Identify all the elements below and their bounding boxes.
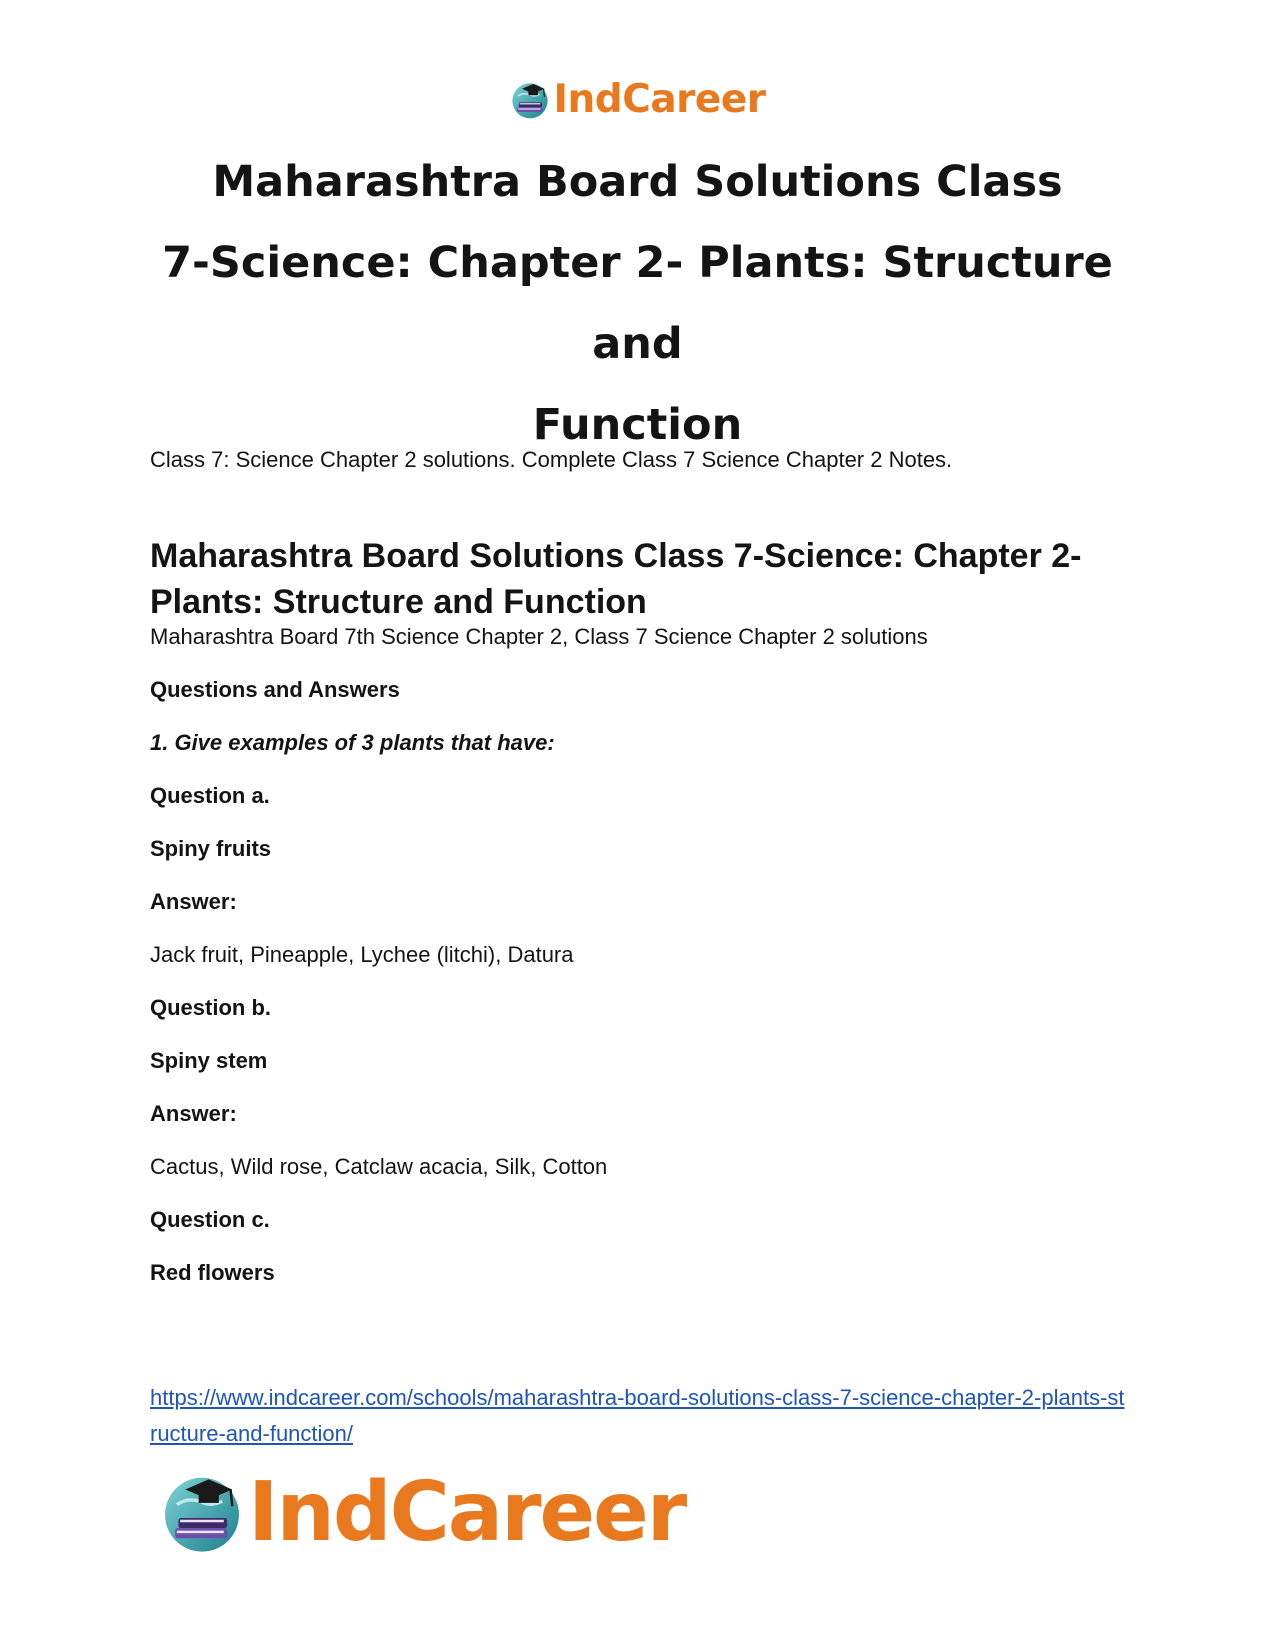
question-b-label: Question b. xyxy=(150,995,271,1020)
page-title xyxy=(150,142,1125,466)
answer-a-text: Jack fruit, Pineapple, Lychee (litchi), Datura xyxy=(150,942,574,967)
question-b-topic: Spiny stem xyxy=(150,1048,268,1073)
question-a-topic: Spiny fruits xyxy=(150,836,272,861)
title-line: Function xyxy=(532,400,743,450)
intro-text: Class 7: Science Chapter 2 solutions. Complete Class 7 Science Chapter 2 Notes. xyxy=(150,447,953,472)
answer-a-label: Answer: xyxy=(150,889,237,914)
answer-b-text: Cactus, Wild rose, Catclaw acacia, Silk, Cotton xyxy=(150,1154,608,1179)
question-c-label: Question c. xyxy=(150,1207,270,1232)
subtitle-text: Maharashtra Board 7th Science Chapter 2, Class 7 Science Chapter 2 solutions xyxy=(150,624,928,649)
header-logo xyxy=(0,77,1275,122)
section-heading: Maharashtra Board Solutions Class 7-Science: Chapter 2- Plants: Structure and Function xyxy=(150,537,1082,621)
brand-name: IndCareer xyxy=(248,1465,686,1560)
question-c-topic: Red flowers xyxy=(150,1260,275,1285)
graduation-cap-globe-icon xyxy=(510,80,550,120)
graduation-cap-globe-icon xyxy=(160,1471,244,1555)
question-1: 1. Give examples of 3 plants that have: xyxy=(150,730,555,755)
question-a-label: Question a. xyxy=(150,783,270,808)
title-line: Maharashtra Board Solutions Class xyxy=(212,157,1063,207)
footer-logo xyxy=(160,1465,686,1560)
title-line: 7-Science: Chapter 2- Plants: Structure and xyxy=(162,238,1113,369)
brand-name: IndCareer xyxy=(553,77,766,122)
qa-heading: Questions and Answers xyxy=(150,677,400,702)
source-url-link[interactable]: https://www.indcareer.com/schools/maharashtra-board-solutions-class-7-science-chapter-2-plants-structure-and-function/ xyxy=(150,1385,1125,1446)
answer-b-label: Answer: xyxy=(150,1101,237,1126)
